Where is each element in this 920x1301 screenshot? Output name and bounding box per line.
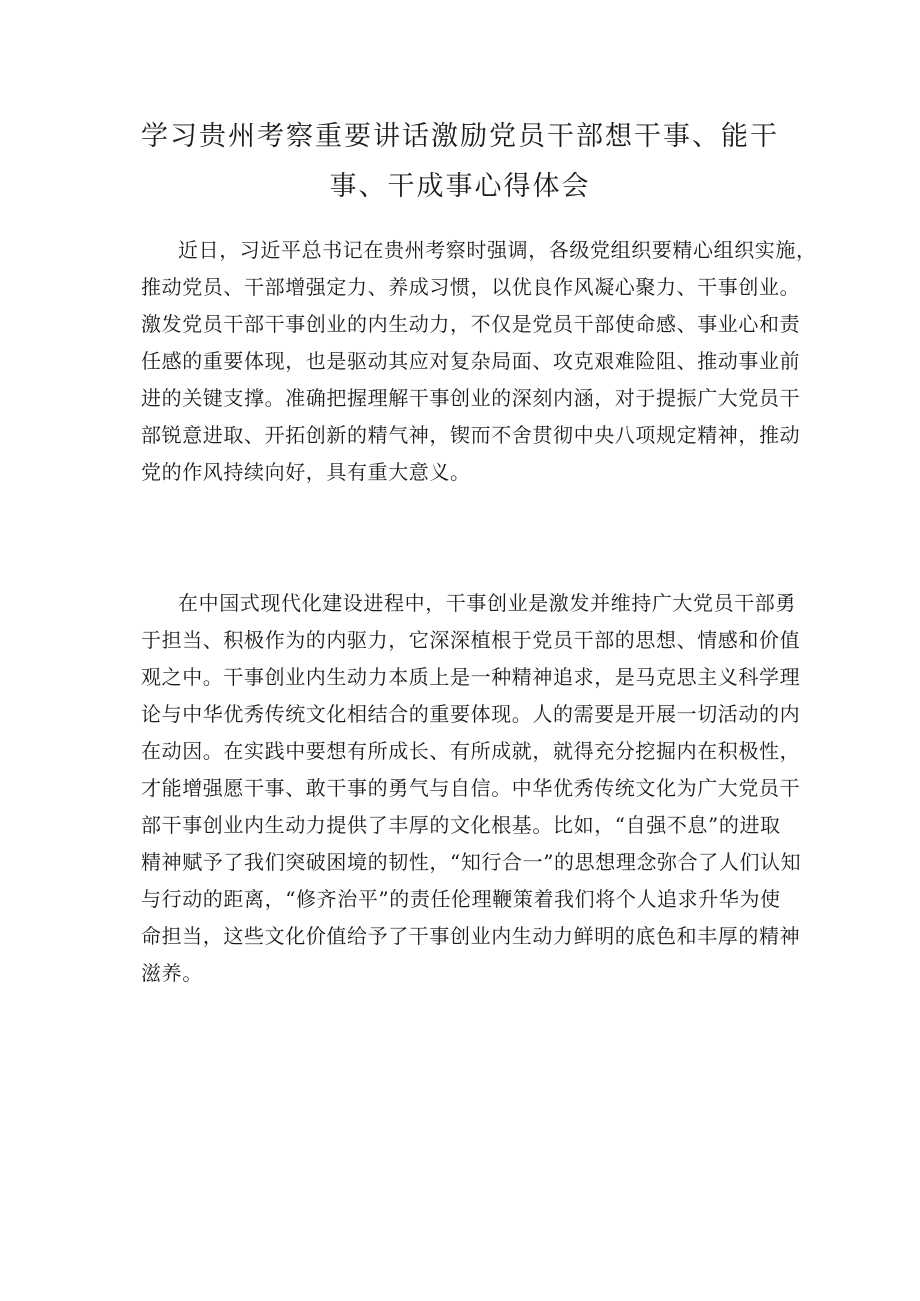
paragraph-line: 论与中华优秀传统文化相结合的重要体现。人的需要是开展一切活动的内 (141, 702, 801, 726)
title-line: 学习贵州考察重要讲话激励党员干部想干事、能干 (141, 121, 779, 152)
paragraph-line: 与行动的距离，“修齐治平”的责任伦理鞭策着我们将个人追求升华为使 (141, 887, 781, 911)
paragraph-line: 精神赋予了我们突破困境的韧性，“知行合一”的思想理念弥合了人们认知 (141, 850, 802, 874)
paragraph-line: 部锐意进取、开拓创新的精气神，锲而不舍贯彻中央八项规定精神，推动 (141, 423, 801, 447)
paragraph-line: 进的关键支撑。准确把握理解干事创业的深刻内涵，对于提振广大党员干 (141, 386, 801, 410)
paragraph-line: 近日，习近平总书记在贵州考察时强调，各级党组织要精心组织实施， (178, 238, 817, 262)
paragraph-line: 滋养。 (141, 961, 203, 985)
paragraph-line: 在动因。在实践中要想有所成长、有所成就，就得充分挖掘内在积极性， (141, 739, 801, 763)
paragraph-line: 推动党员、干部增强定力、养成习惯，以优良作风凝心聚力、干事创业。 (141, 275, 801, 299)
body-paragraph (141, 585, 802, 992)
document-title (110, 112, 810, 212)
paragraph-line: 在中国式现代化建设进程中，干事创业是激发并维持广大党员干部勇 (178, 591, 796, 615)
paragraph-line: 命担当，这些文化价值给予了干事创业内生动力鲜明的底色和丰厚的精神 (141, 924, 801, 948)
paragraph-line: 激发党员干部干事创业的内生动力，不仅是党员干部使命感、事业心和责 (141, 312, 801, 336)
paragraph-line: 部干事创业内生动力提供了丰厚的文化根基。比如，“自强不息”的进取 (141, 813, 781, 837)
body-paragraph (141, 232, 817, 491)
title-line: 事、干成事心得体会 (329, 171, 591, 202)
paragraph-line: 观之中。干事创业内生动力本质上是一种精神追求，是马克思主义科学理 (141, 665, 801, 689)
paragraph-line: 任感的重要体现，也是驱动其应对复杂局面、攻克艰难险阻、推动事业前 (141, 349, 801, 373)
paragraph-line: 党的作风持续向好，具有重大意义。 (141, 460, 471, 484)
paragraph-line: 于担当、积极作为的内驱力，它深深植根于党员干部的思想、情感和价值 (141, 628, 801, 652)
paragraph-line: 才能增强愿干事、敢干事的勇气与自信。中华优秀传统文化为广大党员干 (141, 776, 801, 800)
